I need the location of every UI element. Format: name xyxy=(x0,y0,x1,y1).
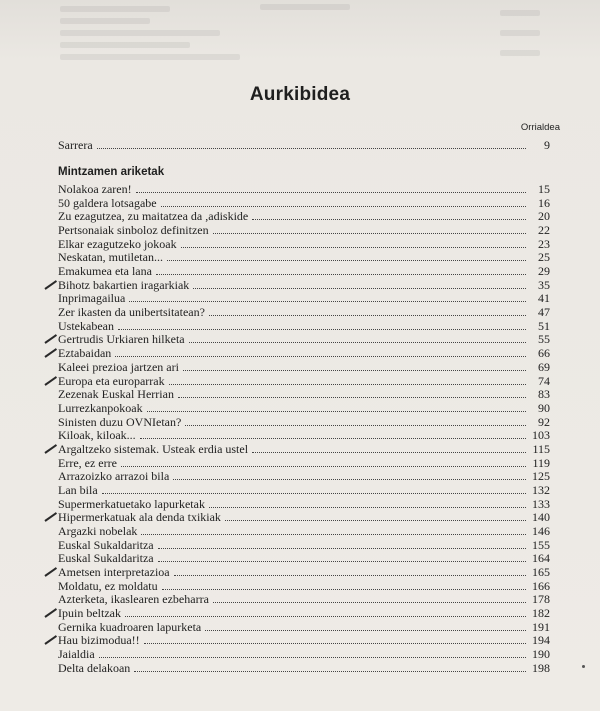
toc-entry-page: 47 xyxy=(538,305,550,320)
toc-entry-page: 83 xyxy=(538,387,550,402)
toc-entry xyxy=(58,401,550,415)
dot-leader xyxy=(205,629,526,631)
toc-entry xyxy=(58,538,550,552)
dot-leader xyxy=(213,601,526,603)
dot-leader xyxy=(102,492,526,494)
toc-entry-label: Nolakoa zaren! xyxy=(58,182,132,196)
toc-entry-label: Zezenak Euskal Herrian xyxy=(58,387,174,402)
toc-entry-page: 103 xyxy=(532,428,550,443)
toc-entry xyxy=(58,428,550,442)
toc-entry-page: 119 xyxy=(532,455,550,470)
toc-entry-label: Emakumea eta lana xyxy=(58,264,152,279)
page-title: Aurkibidea xyxy=(249,84,351,105)
pen-checkmark xyxy=(44,567,57,577)
page-column-header: Orrialdea xyxy=(520,122,560,133)
dot-leader xyxy=(178,396,526,398)
toc-entry xyxy=(58,606,550,620)
toc-entry-page: 194 xyxy=(532,633,550,648)
dot-leader xyxy=(144,642,526,644)
toc-entry-page: 29 xyxy=(538,264,550,279)
toc-entry xyxy=(58,469,550,483)
toc-entry xyxy=(58,551,550,565)
toc-entry xyxy=(58,579,550,593)
toc-entry-label: Eztabaidan xyxy=(58,346,112,361)
dot-leader xyxy=(252,451,526,453)
toc-entry-page: 155 xyxy=(532,537,550,552)
section-heading: Mintzamen ariketak xyxy=(58,166,165,178)
dot-leader xyxy=(136,191,526,193)
toc-entry-page: 41 xyxy=(538,291,550,306)
toc-entry-label: Inprimagailua xyxy=(58,291,126,306)
toc-entry-label: Supermerkatuetako lapurketak xyxy=(58,496,205,511)
toc-entry-label: Pertsonaiak sinboloz definitzen xyxy=(58,223,209,238)
toc-entry-page: 166 xyxy=(532,578,550,593)
dot-leader xyxy=(185,424,526,426)
pen-checkmark xyxy=(44,608,57,618)
dot-leader xyxy=(193,287,526,289)
toc-entry xyxy=(58,278,550,292)
toc-entry xyxy=(58,524,550,538)
pen-checkmark xyxy=(44,280,57,290)
toc-entry xyxy=(58,497,550,511)
toc-entry-page: 190 xyxy=(532,647,550,662)
dot-leader xyxy=(121,465,526,467)
toc-entry-page: 165 xyxy=(532,565,550,580)
toc-entry-page: 178 xyxy=(532,592,550,607)
dot-leader xyxy=(181,246,526,248)
toc-entry-page: 74 xyxy=(538,373,550,388)
toc-entry-label: Zu ezagutzea, zu maitatzea da ,adiskide xyxy=(58,209,249,224)
toc-entry-page: 140 xyxy=(532,510,550,525)
toc-entry-label: Hau bizimodua!! xyxy=(58,633,140,648)
toc-entry-label: Euskal Sukaldaritza xyxy=(58,551,154,566)
dot-leader xyxy=(125,615,526,617)
toc-entry-page: 146 xyxy=(532,524,550,538)
toc-entry xyxy=(58,387,550,401)
toc-entry-page: 164 xyxy=(532,551,550,566)
dot-leader xyxy=(213,232,526,234)
toc-entry-label: Lan bila xyxy=(58,482,98,497)
toc-entry-label: Kiloak, kiloak... xyxy=(58,428,136,443)
dot-leader xyxy=(97,147,526,149)
dot-leader xyxy=(158,560,526,562)
toc-entry-label: Kaleei prezioa jartzen ari xyxy=(58,359,179,374)
toc-entry-label: Ustekabean xyxy=(58,318,114,333)
dot-leader xyxy=(209,314,526,316)
toc-entry-label: Sinisten duzu OVNIetan? xyxy=(58,414,182,429)
toc-entry-label: Azterketa, ikaslearen ezbeharra xyxy=(58,592,209,607)
toc-entry xyxy=(58,237,550,251)
toc-entry-label: Gernika kuadroaren lapurketa xyxy=(58,619,202,634)
toc-entry-label: Zer ikasten da unibertsitatean? xyxy=(58,305,205,320)
dot-leader xyxy=(158,547,526,549)
toc-entry xyxy=(58,264,550,278)
pen-checkmark xyxy=(44,335,57,345)
dot-leader xyxy=(173,478,526,480)
toc-entry-label: Lurrezkanpokoak xyxy=(58,400,143,415)
dot-leader xyxy=(118,328,526,330)
bleed-through-text xyxy=(0,0,600,70)
dot-leader xyxy=(225,519,526,521)
dot-leader xyxy=(134,670,526,672)
toc-entry-label: Neskatan, mutiletan... xyxy=(58,250,163,265)
pen-checkmark xyxy=(44,636,57,646)
toc-entry-page: 92 xyxy=(538,414,550,429)
toc-entry xyxy=(58,620,550,634)
toc-entry xyxy=(58,483,550,497)
toc-entry-page: 115 xyxy=(532,441,550,456)
toc-entry xyxy=(58,633,550,647)
toc-entry-page: 133 xyxy=(532,496,550,511)
pen-checkmark xyxy=(44,444,57,454)
toc-entry-label: Ametsen interpretazioa xyxy=(58,565,170,580)
dot-leader xyxy=(141,533,526,535)
toc-entry-label: Gertrudis Urkiaren hilketa xyxy=(58,332,185,347)
toc-entry xyxy=(58,647,550,661)
toc-entry xyxy=(58,360,550,374)
toc-entry xyxy=(58,305,550,319)
pen-checkmark xyxy=(44,376,57,386)
dot-leader xyxy=(167,259,526,261)
toc-entry-label: Ipuin beltzak xyxy=(58,606,121,621)
toc-entry-label: Euskal Sukaldaritza xyxy=(58,537,154,552)
toc-entry-label: Hipermerkatuak ala denda txikiak xyxy=(58,510,221,525)
toc-entry-page: 22 xyxy=(538,223,550,238)
toc-entry-label: 50 galdera lotsagabe xyxy=(58,195,157,210)
toc-entry-label: Argazki nobelak xyxy=(58,524,138,538)
dot-leader xyxy=(129,300,526,302)
dot-leader xyxy=(156,273,526,275)
dot-leader xyxy=(99,656,526,658)
toc-entry xyxy=(58,456,550,470)
toc-entry xyxy=(58,223,550,237)
toc-entry-page: 35 xyxy=(538,277,550,292)
toc-entry xyxy=(58,182,550,196)
dot-leader xyxy=(189,341,526,343)
toc-entry-page: 9 xyxy=(544,138,550,152)
toc-entry xyxy=(58,346,550,360)
toc-entry-page: 25 xyxy=(538,250,550,265)
toc-entry xyxy=(58,661,550,675)
toc-entry-page: 20 xyxy=(538,209,550,224)
toc-entry xyxy=(58,291,550,305)
dot-leader xyxy=(162,588,526,590)
toc-entry-label: Moldatu, ez moldatu xyxy=(58,578,158,593)
dot-leader xyxy=(115,355,526,357)
toc-entry-label: Delta delakoan xyxy=(58,660,131,675)
toc-entry-page: 198 xyxy=(532,660,550,675)
toc-entry-page: 69 xyxy=(538,359,550,374)
toc-entry xyxy=(58,332,550,346)
toc-entry-label: Jaialdia xyxy=(58,647,95,662)
toc-entry xyxy=(58,374,550,388)
dot-leader xyxy=(252,218,526,220)
toc-entry-page: 125 xyxy=(532,469,550,484)
dot-leader xyxy=(147,410,526,412)
toc-entry-page: 191 xyxy=(532,619,550,634)
toc-entry xyxy=(58,209,550,223)
toc-entry-page: 90 xyxy=(538,400,550,415)
toc-entry xyxy=(58,442,550,456)
toc-entry-label: Erre, ez erre xyxy=(58,455,117,470)
toc-entry-page: 23 xyxy=(538,236,550,251)
dot-leader xyxy=(209,506,526,508)
toc-entry-page: 182 xyxy=(532,606,550,621)
toc-entry-label: Argaltzeko sistemak. Usteak erdia ustel xyxy=(58,441,249,456)
toc-entry xyxy=(58,510,550,524)
dot-leader xyxy=(183,369,526,371)
toc-entry-label: Arrazoizko arrazoi bila xyxy=(58,469,170,484)
dot-leader xyxy=(169,383,526,385)
dot-leader xyxy=(161,205,526,207)
toc-entry xyxy=(58,319,550,333)
toc-entry xyxy=(58,196,550,210)
toc-entry-page: 132 xyxy=(532,482,550,497)
toc-entry-page: 51 xyxy=(538,318,550,333)
toc-entry-label: Sarrera xyxy=(58,138,93,152)
toc-entry-label: Elkar ezagutzeko jokoak xyxy=(58,236,177,251)
dot-leader xyxy=(140,437,526,439)
ink-speck xyxy=(582,665,585,668)
toc-entry xyxy=(58,592,550,606)
toc-entry xyxy=(58,415,550,429)
toc-entry-label: Bihotz bakartien iragarkiak xyxy=(58,277,190,292)
toc-entry-page: 16 xyxy=(538,195,550,210)
toc-entry-page: 55 xyxy=(538,332,550,347)
toc-entry xyxy=(58,250,550,264)
pen-checkmark xyxy=(44,348,57,358)
dot-leader xyxy=(174,574,526,576)
pen-checkmark xyxy=(44,512,57,522)
toc-entry xyxy=(58,565,550,579)
toc-entry-intro xyxy=(58,138,550,152)
toc-entry-page: 66 xyxy=(538,346,550,361)
toc-entry-page: 15 xyxy=(538,182,550,196)
toc-entry-label: Europa eta europarrak xyxy=(58,373,165,388)
